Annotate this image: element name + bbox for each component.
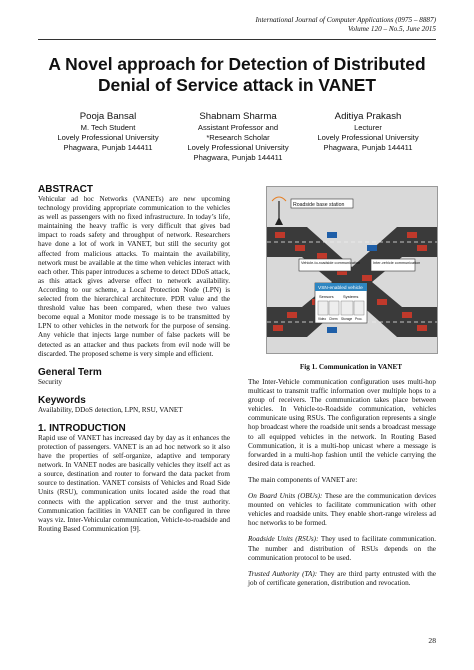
author-affiliation: Lovely Professional University xyxy=(187,143,289,152)
proc-label: Proc. xyxy=(355,317,363,321)
abstract-heading: ABSTRACT xyxy=(38,184,93,195)
author-affiliation: Lecturer xyxy=(354,123,382,132)
definition-text: They are third party entrusted with the job of certificate generation, distribution and revocation. xyxy=(248,569,436,587)
introduction-text: Rapid use of VANET has increased day by day as it enhances the protection of passengers. VANET is an ad hoc network so it also have the properties of self-organize, adaptive and temporary network. In VANET nodes are basically vehicles they itself act as a source, destination and router to forward the data packet from source to destination. VANET consists of Vehicles and Road Side Units (RSU), communication units located aside the road that connects with the application server and the trust authority. Communication facilities in VANET can be configured in three ways viz. Inter-Vehicular communication, Vehicle-to-roadside and Routing Based Communication [9]. xyxy=(38,433,230,533)
storage-label: Storage xyxy=(341,317,353,321)
author-name: Aditiya Prakash xyxy=(334,111,402,122)
author-affiliation: M. Tech Student xyxy=(80,123,136,132)
definition-ta xyxy=(248,570,436,588)
page-number: 28 xyxy=(428,636,436,645)
author-3 xyxy=(308,110,428,153)
definition-rsu xyxy=(248,535,436,562)
paper-title: A Novel approach for Detection of Distributed Denial of Service attack in VANET xyxy=(48,54,426,95)
keywords-text: Availability, DDoS detection, LPN, RSU, VANET xyxy=(38,405,183,414)
paragraph: The Inter-Vehicle communication configuration uses multi-hop multicast to transmit traffic information over multiple hops to a group of receivers. The communication takes place between vehicles. In Vehicle-to-Roadside communication, vehicles communicate using RSUs. The configuration represents a single hop broadcast where the roadside unit sends a broadcast message to all equipped vehicles in the network. In Routing Based Communication, it is a multi-hop unicast where a message is forwarded in a multi-hop fashion until the vehicle carrying the desired data is reached. xyxy=(248,378,436,468)
vanet-illustration xyxy=(267,187,437,353)
author-affiliation: Phagwara, Punjab 144411 xyxy=(323,143,413,152)
author-2 xyxy=(178,110,298,163)
journal-header xyxy=(255,16,436,34)
right-column xyxy=(248,378,436,588)
intervehicle-label: Inter-vehicle communication xyxy=(373,261,421,265)
journal-volume: Volume 120 – No.5, June 2015 xyxy=(347,25,436,33)
author-affiliation: Lovely Professional University xyxy=(57,133,159,142)
author-affiliation: *Research Scholar xyxy=(206,133,270,142)
definition-text: These are the communication devices mounted on vehicles to facilitate communication with other vehicles and roadside units. They enable short-range wireless ad hoc networks to be formed. xyxy=(248,492,436,528)
term: Roadside Units (RSUs): xyxy=(248,535,319,544)
vsn-label: VSN-enabled vehicle xyxy=(318,286,363,291)
roadside-label: Roadside base station xyxy=(293,202,345,208)
vanet-figure xyxy=(266,186,438,354)
chem-label: Chem xyxy=(329,317,338,321)
author-affiliation: Phagwara, Punjab 144411 xyxy=(63,143,153,152)
general-term-text: Security xyxy=(38,377,62,386)
v2r-label: Vehicle-to-roadside communication xyxy=(301,261,361,265)
author-affiliation: Assistant Professor and xyxy=(197,123,279,132)
term: On Board Units (OBUs): xyxy=(248,492,323,501)
systems-label: Systems xyxy=(343,294,359,299)
abstract-text: Vehicular ad hoc Networks (VANETs) are new upcoming technology providing appropriate communication to the vehicles as well as passengers with no fixed infrastructure. In today’s life, maintaining the heavy traffic is very difficult that gives bad impact to roads safety and throughput of network. Researchers have done a lot of work in VANET, but still the security got affected from malicious attacks. To maintain the availability, network must be available at the time when vehicles interact with each other. This paper introduces a scheme to detect DDoS attack, as this attack gives adverse effect to network availability. According to our scheme, a Local Protection Node (LPN) is selected from the hierarchical architecture. PDR value and the threshold value has been compared, when these two values become equal a Monitor mode message is to be transmitted by LPN to other vehicles in the network for the purpose of sensing. Any vehicle that injects large number of false packets will be detected as an attacker and thus packets from evil node will be discarded. The proposed scheme is very simple and efficient. xyxy=(38,195,230,358)
author-name: Pooja Bansal xyxy=(79,111,137,122)
video-label: Video xyxy=(318,317,327,321)
introduction-heading: 1. INTRODUCTION xyxy=(38,422,126,434)
figure-caption: Fig 1. Communication in VANET xyxy=(299,363,403,371)
author-1 xyxy=(48,110,168,153)
header-rule xyxy=(38,39,436,40)
author-name: Shabnam Sharma xyxy=(199,111,277,122)
author-affiliation: Lovely Professional University xyxy=(317,133,419,142)
keywords-heading: Keywords xyxy=(38,394,86,406)
author-affiliation: Phagwara, Punjab 144411 xyxy=(193,153,283,162)
paragraph: The main components of VANET are: xyxy=(248,475,358,484)
general-term-heading: General Term xyxy=(38,366,102,378)
definition-text: They used to facilitate communication. The number and distribution of RSUs depends on the communication protocol to be used. xyxy=(248,535,436,562)
definition-obu xyxy=(248,492,436,528)
term: Trusted Authority (TA): xyxy=(248,569,318,578)
sensors-label: Sensors xyxy=(319,294,334,299)
left-column xyxy=(38,184,230,534)
journal-name: International Journal of Computer Applications (0975 – 8887) xyxy=(255,16,436,24)
